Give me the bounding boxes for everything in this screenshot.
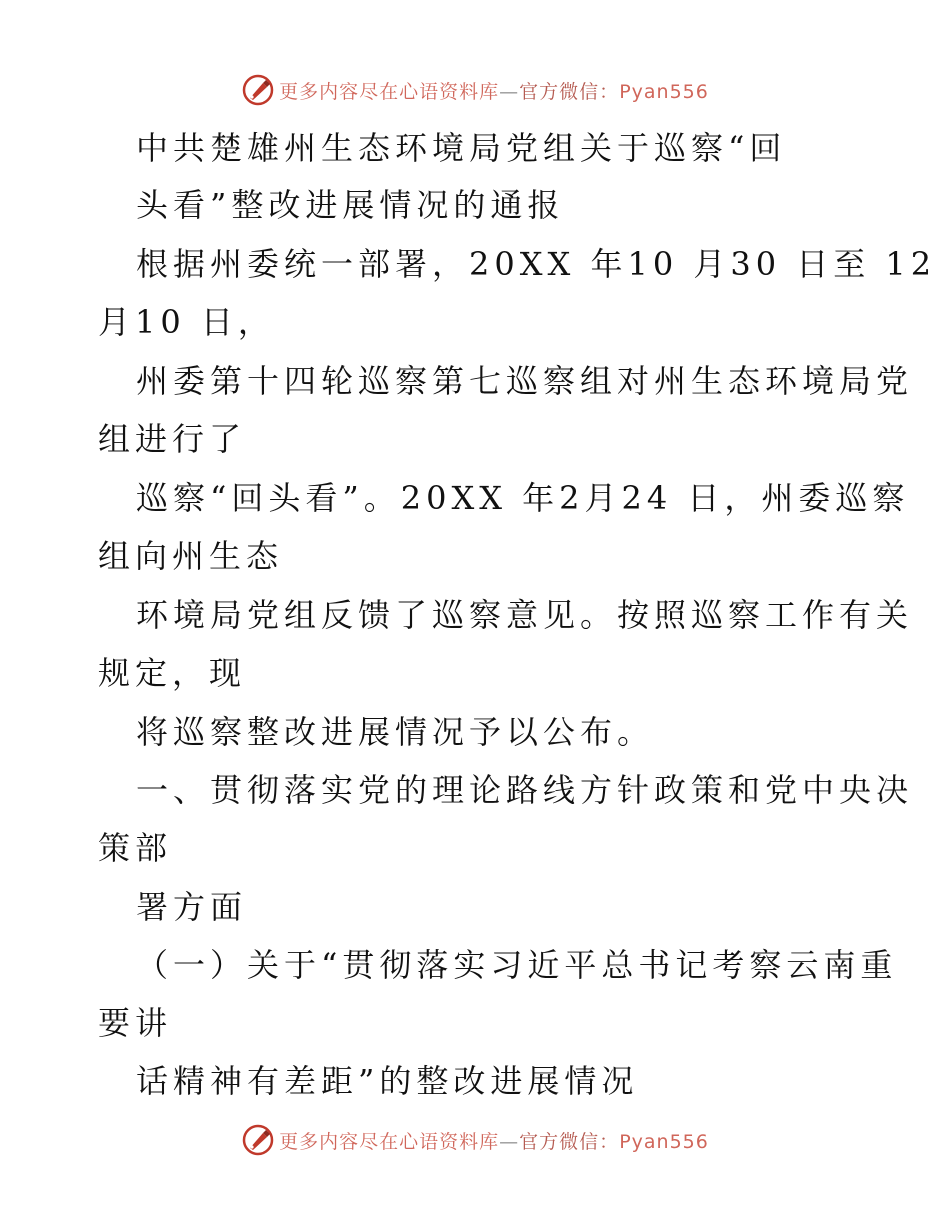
- watermark-wechat-id: Pyan556: [619, 80, 709, 103]
- pen-nib-logo-icon: [241, 73, 275, 107]
- watermark-text: [279, 1127, 709, 1154]
- subsection-heading-line: （一）关于“贯彻落实习近平总书记考察云南重: [136, 946, 898, 984]
- paragraph-line: 根据州委统一部署，20XX 年10 月30 日至 12: [136, 245, 937, 283]
- paragraph-line: 环境局党组反馈了巡察意见。按照巡察工作有关: [136, 596, 914, 634]
- watermark-official-text: 官方微信：: [519, 80, 620, 103]
- section-heading-line: 策部: [98, 829, 173, 867]
- section-heading-line: 署方面: [136, 888, 248, 926]
- doc-title-line-2: 头看”整改进展情况的通报: [136, 186, 565, 224]
- watermark-official-text: 官方微信：: [519, 1130, 620, 1153]
- footer-watermark-banner: [0, 1120, 950, 1160]
- paragraph-line: 月10 日，: [98, 303, 275, 341]
- paragraph-line: 组向州生态: [98, 537, 284, 575]
- watermark-main-text: 更多内容尽在心语资料库: [279, 1130, 500, 1153]
- subsection-heading-line: 要讲: [98, 1004, 173, 1042]
- doc-title-line-1: 中共楚雄州生态环境局党组关于巡察“回: [136, 129, 787, 167]
- header-watermark-banner: [0, 70, 950, 110]
- watermark-separator: —: [499, 1130, 520, 1153]
- pen-nib-logo-icon: [241, 1123, 275, 1157]
- watermark-wechat-id: Pyan556: [619, 1130, 709, 1153]
- section-heading-line: 一、贯彻落实党的理论路线方针政策和党中央决: [136, 771, 914, 809]
- watermark-text: [279, 77, 709, 104]
- paragraph-line: 规定，现: [98, 654, 247, 692]
- watermark-main-text: 更多内容尽在心语资料库: [279, 80, 500, 103]
- subsection-heading-line: 话精神有差距”的整改进展情况: [136, 1062, 639, 1100]
- watermark-separator: —: [499, 80, 520, 103]
- paragraph-line: 州委第十四轮巡察第七巡察组对州生态环境局党: [136, 362, 914, 400]
- paragraph-line: 将巡察整改进展情况予以公布。: [136, 713, 655, 751]
- paragraph-line: 巡察“回头看”。20XX 年2月24 日，州委巡察: [136, 479, 910, 517]
- paragraph-line: 组进行了: [98, 420, 247, 458]
